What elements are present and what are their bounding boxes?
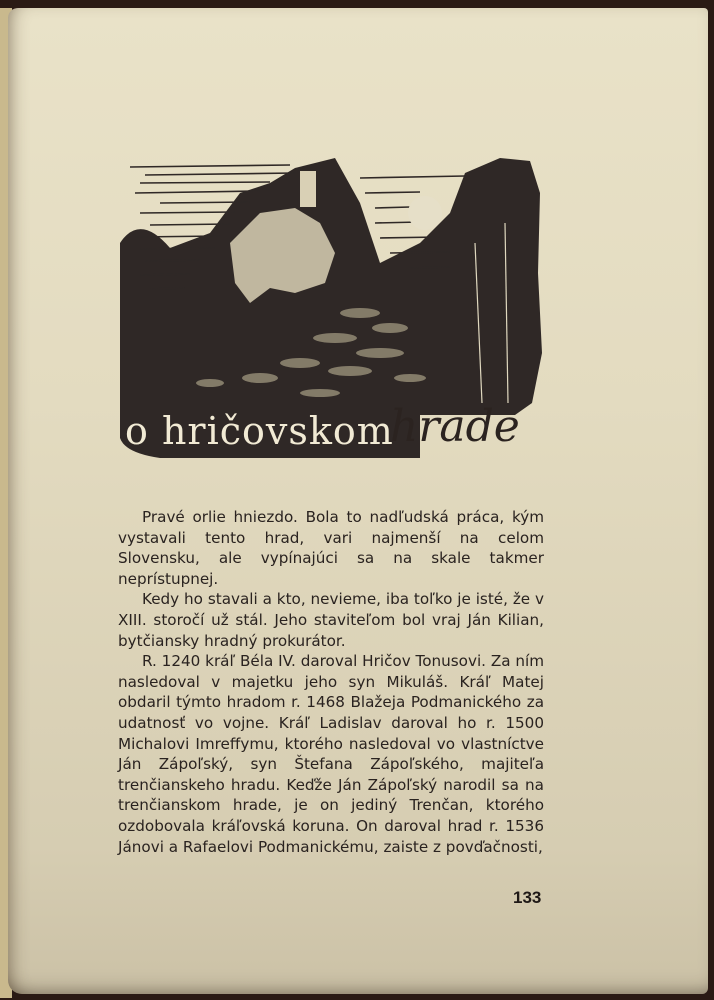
page-number: 133 — [513, 888, 542, 907]
paragraph: Pravé orlie hniezdo. Bola to nadľudská práca, kým vystavali tento hrad, vari najmenší na celom Slovensku, ale vypínajúci sa na skale takmer neprístupnej. — [118, 508, 544, 588]
paragraph: R. 1240 kráľ Béla IV. daroval Hričov Tonusovi. Za ním nasledoval v majetku jeho syn Mikuláš. Kráľ Matej obdaril týmto hradom r. 1468 Blažeja Podmanického za udatnosť vo vojne. Kráľ Ladislav daroval ho r. 1500 Michalovi Imreffymu, ktorého nasledoval vo vlastníctve Ján Zápoľský, syn Štefana Zápoľského, majiteľa trenčianskeho hradu. Keďže Ján Zápoľský narodil sa na trenčianskom hrade, je on jediný Trenčan, ktorého ozdobovala kráľovská koruna. On daroval hrad r. 1536 Jánovi a Rafaelovi Podmanickému, zaiste z povďačnosti, — [118, 652, 545, 856]
chapter-title-main: o hričovskom — [125, 409, 394, 453]
paragraph: Kedy ho stavali a kto, nevieme, iba toľko je isté, že v XIII. storočí už stál. Jeho staviteľom bol vraj Ján Kilian, bytčiansky hradný prokurátor. — [118, 590, 544, 650]
chapter-title — [125, 401, 550, 465]
body-text — [118, 507, 544, 857]
chapter-title-script: hrade — [390, 401, 520, 452]
